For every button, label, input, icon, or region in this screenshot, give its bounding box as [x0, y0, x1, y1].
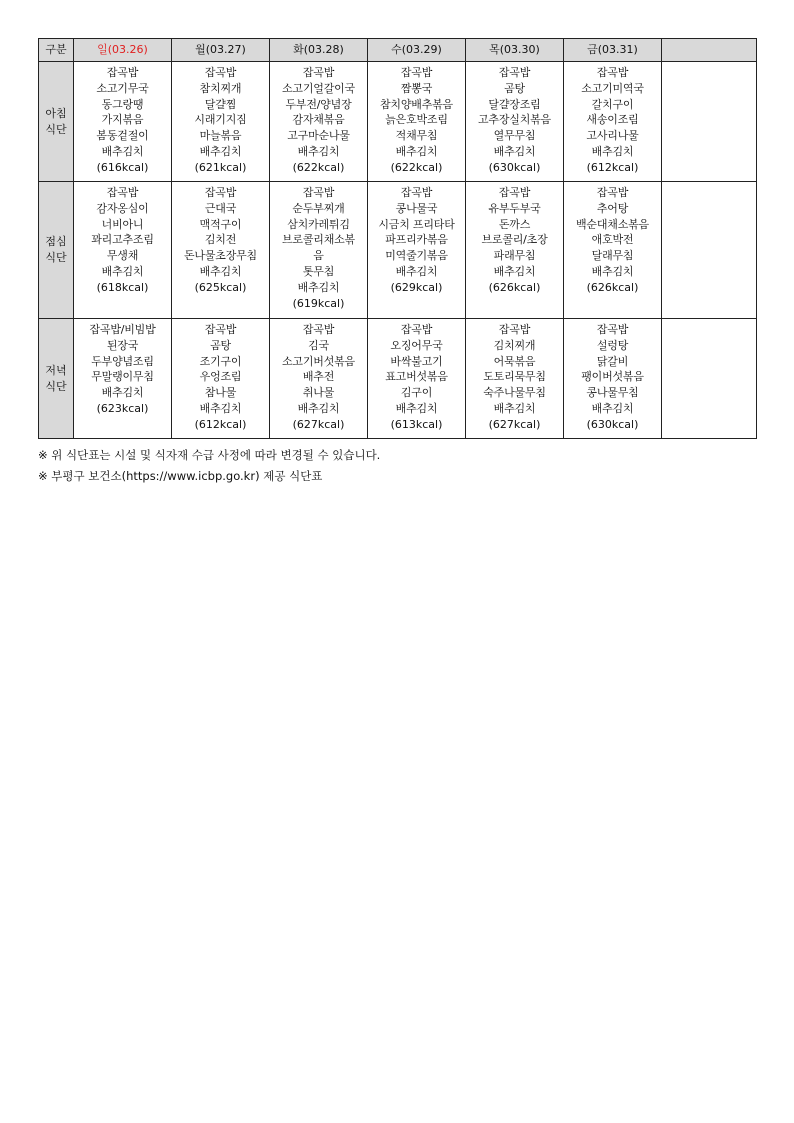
dish-item: 잡곡밥	[400, 186, 433, 199]
dish-item: 미역줄기볶음	[385, 249, 448, 263]
dish-item: 닭갈비	[596, 354, 629, 368]
meal-row-breakfast	[39, 62, 757, 182]
dish-item: 소고기미역국	[581, 81, 644, 95]
calorie-value: (629kcal)	[390, 280, 443, 294]
menu-cell-dinner-fri	[564, 319, 662, 439]
dish-item: 배추김치	[101, 144, 144, 158]
dish-item: 너비아니	[101, 217, 144, 231]
header-row	[39, 39, 757, 62]
dish-item: 잡곡밥	[596, 66, 629, 79]
calorie-value: (622kcal)	[292, 160, 345, 174]
calorie-value: (630kcal)	[586, 417, 639, 431]
dish-item: 김치찌개	[493, 338, 536, 352]
dish-item: 브로콜리채소볶	[282, 233, 355, 247]
menu-cell-dinner-tue	[270, 319, 368, 439]
meal-label-line: 식단	[45, 379, 67, 393]
calorie-value: (627kcal)	[292, 417, 345, 431]
dish-item: 소고기얼갈이국	[282, 81, 355, 95]
menu-cell-breakfast-mon	[172, 62, 270, 182]
calorie-value: (626kcal)	[586, 280, 639, 294]
menu-cell-breakfast-tue	[270, 62, 368, 182]
dish-item: 도토리묵무침	[483, 370, 546, 384]
dish-item: 곰탕	[210, 338, 231, 352]
dish-item: 김국	[308, 338, 329, 352]
dish-item: 우엉조림	[199, 370, 242, 384]
calorie-value: (627kcal)	[488, 417, 541, 431]
dish-item: 오징어무국	[390, 338, 443, 352]
menu-cell-lunch-tue	[270, 182, 368, 319]
weekly-meal-table	[38, 38, 757, 439]
dish-item: 배추김치	[101, 386, 144, 400]
dish-item: 브로콜리/초장	[481, 233, 548, 247]
calorie-value: (622kcal)	[390, 160, 443, 174]
day-header-blank	[662, 39, 757, 62]
dish-item: 취나물	[302, 386, 335, 400]
meal-label-line: 저녁	[45, 363, 67, 377]
calorie-value: (626kcal)	[488, 280, 541, 294]
dish-item: 배추김치	[101, 264, 144, 278]
dish-item: 숙주나물무침	[483, 386, 546, 400]
dish-item: 잡곡밥	[498, 323, 531, 336]
meal-label-dinner	[39, 319, 74, 439]
dish-item: 팽이버섯볶음	[581, 370, 644, 384]
dish-item: 새송이조림	[586, 113, 639, 127]
menu-cell-dinner-blank	[662, 319, 757, 439]
dish-item: 짬뽕국	[400, 81, 433, 95]
menu-cell-breakfast-fri	[564, 62, 662, 182]
dish-item: 톳무침	[302, 264, 335, 278]
menu-cell-dinner-thu	[466, 319, 564, 439]
dish-item: 근대국	[204, 201, 237, 215]
dish-item: 파래무침	[493, 249, 536, 263]
meal-row-lunch	[39, 182, 757, 319]
dish-item: 열무무침	[493, 129, 536, 143]
dish-item: 배추김치	[493, 264, 536, 278]
dish-item: 잡곡밥/비빔밥	[89, 323, 156, 336]
dish-item: 음	[313, 249, 324, 263]
menu-cell-dinner-mon	[172, 319, 270, 439]
dish-item: 시금치 프리타타	[378, 217, 455, 231]
dish-item: 달래무침	[591, 249, 634, 263]
dish-item: 잡곡밥	[204, 66, 237, 79]
dish-item: 두부양념조림	[91, 354, 154, 368]
dish-item: 돈까스	[498, 217, 531, 231]
menu-cell-lunch-blank	[662, 182, 757, 319]
menu-cell-breakfast-sun	[74, 62, 172, 182]
dish-item: 백순대채소볶음	[576, 217, 649, 231]
day-header-fri: 금(03.31)	[564, 39, 662, 62]
dish-item: 곰탕	[504, 81, 525, 95]
dish-item: 삼치카레튀김	[287, 217, 350, 231]
dish-item: 잡곡밥	[302, 66, 335, 79]
dish-item: 표고버섯볶음	[385, 370, 448, 384]
dish-item: 봄동겉절이	[96, 129, 149, 143]
menu-cell-lunch-mon	[172, 182, 270, 319]
day-header-wed: 수(03.29)	[368, 39, 466, 62]
dish-item: 배추김치	[395, 264, 438, 278]
dish-item: 시래기지짐	[194, 113, 247, 127]
dish-item: 배추김치	[395, 144, 438, 158]
dish-item: 감자채볶음	[292, 113, 345, 127]
dish-item: 어묵볶음	[493, 354, 536, 368]
calorie-value: (616kcal)	[96, 160, 149, 174]
meal-label-line: 아침	[45, 106, 67, 120]
dish-item: 배추김치	[297, 280, 340, 294]
dish-item: 김치전	[204, 233, 237, 247]
calorie-value: (621kcal)	[194, 160, 247, 174]
dish-item: 잡곡밥	[204, 323, 237, 336]
calorie-value: (619kcal)	[292, 296, 345, 310]
dish-item: 배추김치	[591, 401, 634, 415]
day-header-mon: 월(03.27)	[172, 39, 270, 62]
dish-item: 추어탕	[596, 201, 629, 215]
dish-item: 가지볶음	[101, 113, 144, 127]
meal-label-breakfast	[39, 62, 74, 182]
meal-label-line: 식단	[45, 251, 67, 264]
menu-cell-lunch-fri	[564, 182, 662, 319]
dish-item: 배추김치	[493, 401, 536, 415]
dish-item: 된장국	[106, 338, 139, 352]
dish-item: 갈치구이	[591, 97, 634, 111]
dish-item: 잡곡밥	[400, 66, 433, 79]
dish-item: 참치찌개	[199, 81, 242, 95]
dish-item: 동그랑땡	[101, 97, 144, 111]
dish-item: 감자옹심이	[96, 201, 149, 215]
dish-item: 배추전	[302, 370, 335, 384]
menu-cell-lunch-thu	[466, 182, 564, 319]
dish-item: 배추김치	[297, 144, 340, 158]
day-header-sun: 일(03.26)	[74, 39, 172, 62]
dish-item: 잡곡밥	[498, 186, 531, 199]
day-header-tue: 화(03.28)	[270, 39, 368, 62]
dish-item: 맥적구이	[199, 217, 242, 231]
calorie-value: (625kcal)	[194, 280, 247, 294]
meal-label-lunch	[39, 182, 74, 319]
dish-item: 소고기무국	[96, 81, 149, 95]
dish-item: 꽈리고추조림	[91, 233, 154, 247]
dish-item: 설렁탕	[596, 338, 629, 352]
dish-item: 두부전/양념장	[285, 97, 352, 111]
dish-item: 소고기버섯볶음	[282, 354, 355, 368]
dish-item: 유부두부국	[488, 201, 541, 215]
corner-header: 구분	[39, 39, 74, 62]
menu-cell-dinner-wed	[368, 319, 466, 439]
dish-item: 배추김치	[591, 264, 634, 278]
dish-item: 파프리카볶음	[385, 233, 448, 247]
dish-item: 무말랭이무침	[91, 370, 154, 384]
calorie-value: (630kcal)	[488, 160, 541, 174]
dish-item: 고구마순나물	[287, 129, 350, 143]
dish-item: 잡곡밥	[204, 186, 237, 199]
dish-item: 잡곡밥	[106, 186, 139, 199]
dish-item: 잡곡밥	[302, 323, 335, 336]
dish-item: 고사리나물	[586, 129, 639, 143]
meal-rows	[39, 62, 757, 439]
dish-item: 순두부찌개	[292, 201, 345, 215]
menu-cell-lunch-sun	[74, 182, 172, 319]
meal-label-line: 식단	[45, 122, 67, 136]
dish-item: 잡곡밥	[106, 66, 139, 79]
calorie-value: (612kcal)	[586, 160, 639, 174]
menu-cell-lunch-wed	[368, 182, 466, 319]
meal-row-dinner	[39, 319, 757, 439]
menu-cell-breakfast-thu	[466, 62, 564, 182]
dish-item: 잡곡밥	[400, 323, 433, 336]
dish-item: 늙은호박조림	[385, 113, 448, 127]
dish-item: 콩나물무침	[586, 386, 639, 400]
dish-item: 배추김치	[199, 401, 242, 415]
dish-item: 잡곡밥	[596, 186, 629, 199]
calorie-value: (612kcal)	[194, 417, 247, 431]
dish-item: 돈나물초장무침	[184, 249, 257, 263]
menu-cell-breakfast-blank	[662, 62, 757, 182]
dish-item: 조기구이	[199, 354, 242, 368]
calorie-value: (618kcal)	[96, 280, 149, 294]
calorie-value: (613kcal)	[390, 417, 443, 431]
dish-item: 바싹불고기	[390, 354, 443, 368]
dish-item: 애호박전	[591, 233, 634, 247]
dish-item: 적채무침	[395, 129, 438, 143]
dish-item: 무생채	[106, 249, 139, 263]
dish-item: 참나물	[204, 386, 237, 400]
menu-cell-breakfast-wed	[368, 62, 466, 182]
dish-item: 김구이	[400, 386, 433, 400]
notes	[38, 445, 756, 487]
menu-page	[38, 38, 756, 487]
meal-label-line: 점심	[45, 235, 67, 248]
dish-item: 콩나물국	[395, 201, 438, 215]
note-change-notice: ※ 위 식단표는 시설 및 식자재 수급 사정에 따라 변경될 수 있습니다.	[38, 448, 381, 462]
dish-item: 고추장실치볶음	[478, 113, 551, 127]
dish-item: 배추김치	[199, 144, 242, 158]
dish-item: 잡곡밥	[596, 323, 629, 336]
day-header-thu: 목(03.30)	[466, 39, 564, 62]
calorie-value: (623kcal)	[96, 401, 149, 415]
dish-item: 마늘볶음	[199, 129, 242, 143]
menu-cell-dinner-sun	[74, 319, 172, 439]
dish-item: 달걀장조림	[488, 97, 541, 111]
dish-item: 달걀찜	[204, 97, 237, 111]
dish-item: 잡곡밥	[498, 66, 531, 79]
dish-item: 참치양배추볶음	[380, 97, 453, 111]
note-source: ※ 부평구 보건소(https://www.icbp.go.kr) 제공 식단표	[38, 469, 323, 483]
dish-item: 잡곡밥	[302, 186, 335, 199]
dish-item: 배추김치	[297, 401, 340, 415]
dish-item: 배추김치	[199, 264, 242, 278]
dish-item: 배추김치	[493, 144, 536, 158]
dish-item: 배추김치	[591, 144, 634, 158]
dish-item: 배추김치	[395, 401, 438, 415]
